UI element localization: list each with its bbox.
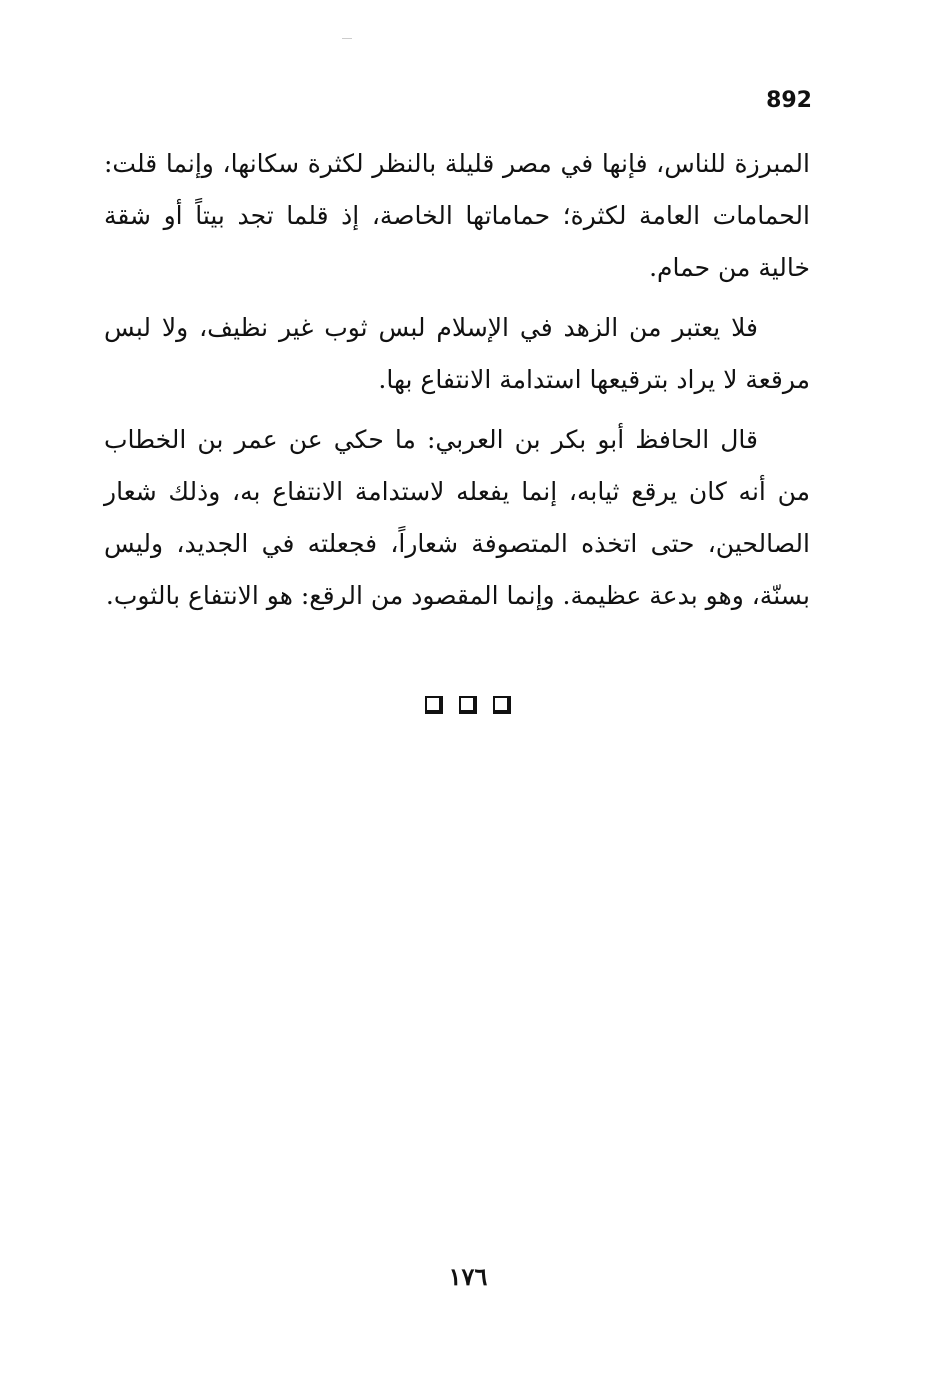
separator-box-icon — [425, 696, 443, 714]
paragraph-2: فلا يعتبر من الزهد في الإسلام لبس ثوب غير نظيف، ولا لبس مرقعة لا يراد بترقيعها استدامة الانتفاع بها. — [104, 313, 810, 394]
paragraph-3: قال الحافظ أبو بكر بن العربي: ما حكي عن عمر بن الخطاب من أنه كان يرقع ثيابه، إنما يفعله لاستدامة الانتفاع به، وذلك شعار الصالحين، حتى اتخذه المتصوفة شعاراً، فجعلته في الجديد، وليس بسنّة، وهو بدعة عظيمة. وإنما المقصود من الرقع: هو الانتفاع بالثوب. — [104, 425, 810, 610]
separator-box-icon — [493, 696, 511, 714]
section-separator — [0, 696, 936, 714]
paragraph-1: المبرزة للناس، فإنها في مصر قليلة بالنظر لكثرة سكانها، وإنما قلت: الحمامات العامة لكثرة؛ حماماتها الخاصة، إذ قلما تجد بيتاً أو شقة خالية من حمام. — [104, 149, 810, 282]
page-number-top: 892 — [766, 88, 812, 113]
page-number-bottom: ١٧٦ — [448, 1262, 488, 1291]
scan-speck — [342, 38, 352, 39]
separator-box-icon — [459, 696, 477, 714]
body-text — [104, 138, 810, 630]
